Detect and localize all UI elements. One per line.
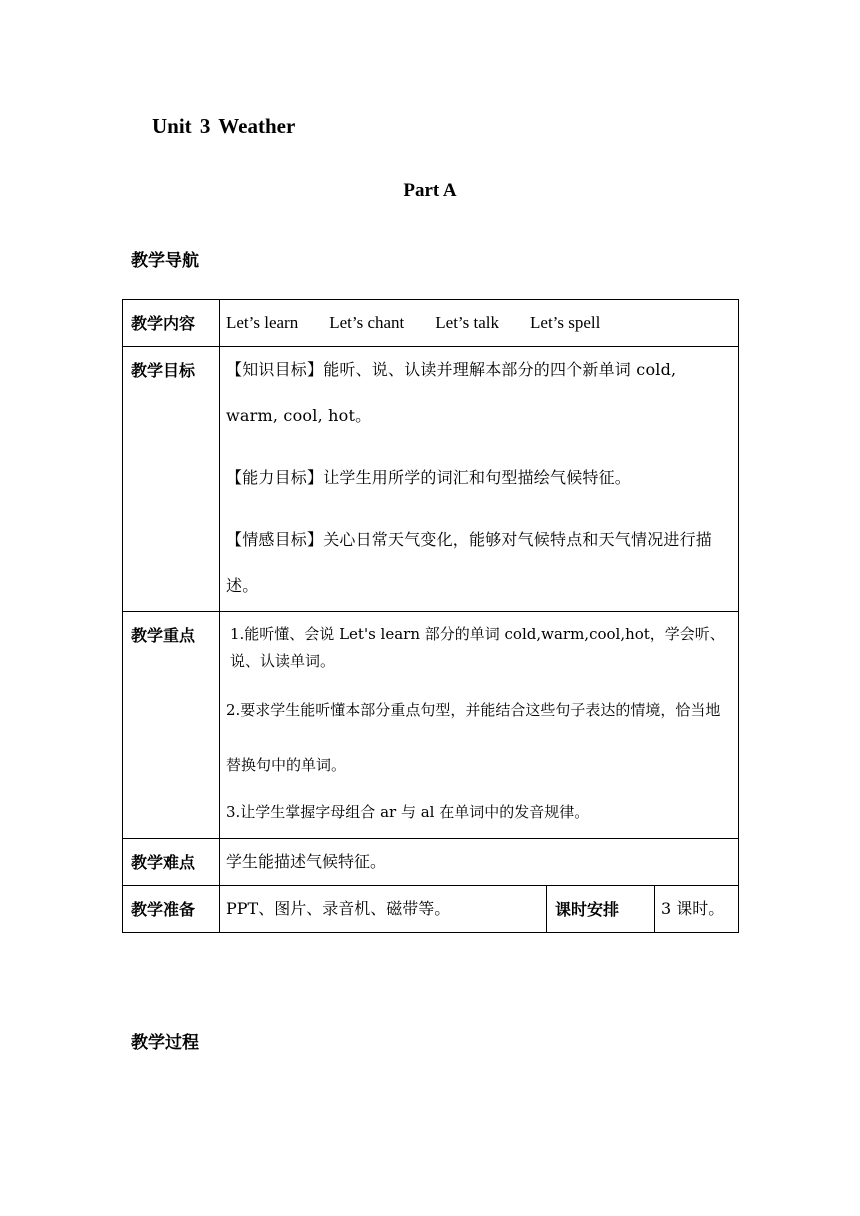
content-row — [123, 300, 739, 347]
schedule-text: 3 课时。 — [661, 899, 725, 918]
goal-text: 让学生用所学的词汇和句型描绘气候特征。 — [323, 468, 632, 487]
ability-goal — [226, 455, 732, 501]
lesson-plan-table — [122, 299, 739, 933]
goal-tag: 【能力目标】 — [226, 468, 324, 487]
key-points-row — [123, 612, 739, 839]
key-points-cell — [220, 612, 739, 839]
difficulty-row — [123, 839, 739, 886]
difficulty-text: 学生能描述气候特征。 — [226, 852, 387, 871]
goals-cell — [220, 347, 739, 612]
schedule-cell — [655, 886, 739, 933]
unit-title: Unit 3 Weather — [152, 114, 296, 138]
goals-row — [123, 347, 739, 612]
part-title: Part A — [403, 180, 457, 201]
goals-label: 教学目标 — [123, 347, 220, 612]
goal-tag: 【知识目标】 — [226, 360, 324, 379]
goal-text: 关心日常天气变化，能够对气候特点和天气情况进行描述。 — [226, 530, 713, 595]
prep-text: PPT、图片、录音机、磁带等。 — [226, 899, 451, 918]
lesson-item: Let’s chant — [329, 313, 405, 332]
prep-cell — [220, 886, 547, 933]
emotion-goal — [226, 517, 732, 609]
goal-tag: 【情感目标】 — [226, 530, 324, 549]
teaching-process-heading: 教学过程 — [131, 1033, 199, 1053]
lesson-item: Let’s learn — [226, 313, 299, 332]
lesson-item: Let’s talk — [435, 313, 500, 332]
key-point: 1.能听懂、会说 Let's learn 部分的单词 cold,warm,cool,hot，学会听、说、认读单词。 — [230, 625, 725, 670]
lesson-item: Let’s spell — [530, 313, 601, 332]
key-point: 3.让学生掌握字母组合 ar 与 al 在单词中的发音规律。 — [226, 803, 590, 821]
key-points-label: 教学重点 — [123, 612, 220, 839]
difficulty-label: 教学难点 — [123, 839, 220, 886]
difficulty-cell — [220, 839, 739, 886]
prep-row — [123, 886, 739, 933]
knowledge-goal — [226, 347, 732, 439]
schedule-label: 课时安排 — [547, 886, 655, 933]
content-label: 教学内容 — [123, 300, 220, 347]
goal-text: 能听、说、认读并理解本部分的四个新单词 cold, warm, cool, hot。 — [226, 360, 677, 425]
key-point: 2.要求学生能听懂本部分重点句型，并能结合这些句子表达的情境，恰当地替换句中的单词。 — [226, 701, 721, 774]
prep-label: 教学准备 — [123, 886, 220, 933]
teaching-navigation-heading: 教学导航 — [131, 251, 199, 271]
content-cell — [220, 300, 739, 347]
